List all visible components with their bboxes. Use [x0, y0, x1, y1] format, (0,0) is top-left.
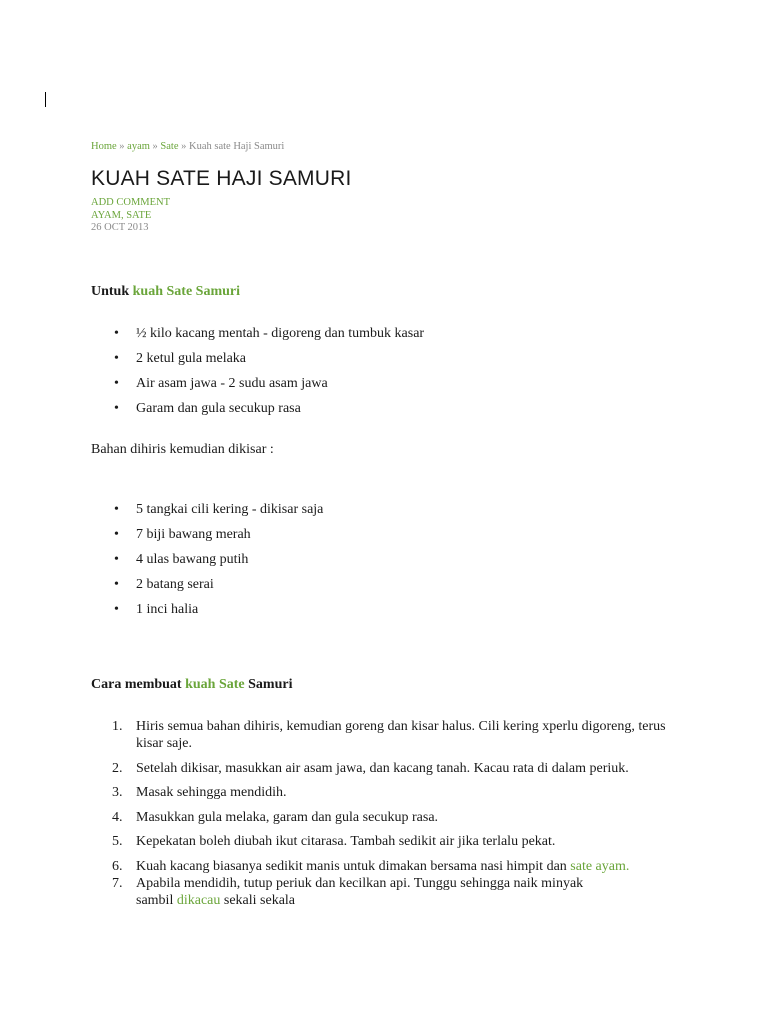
step-number: 6.	[112, 858, 123, 874]
breadcrumb-separator: »	[178, 141, 189, 152]
list-item-text: ½ kilo kacang mentah - digoreng dan tumbuk kasar	[136, 326, 425, 341]
bullet-icon: •	[114, 502, 119, 517]
step-item	[91, 718, 671, 752]
heading-text: Untuk	[91, 284, 133, 299]
ingredient-list	[91, 325, 424, 425]
list-item	[91, 375, 424, 400]
step-text: Masak sehingga mendidih.	[136, 785, 287, 800]
list-item	[91, 325, 424, 350]
step-item	[91, 858, 671, 875]
step-text: sambil	[136, 892, 177, 908]
list-item-text: 2 ketul gula melaka	[136, 351, 247, 366]
step-number: 3.	[112, 785, 123, 800]
bullet-icon: •	[114, 376, 119, 391]
add-comment-link[interactable]: ADD COMMENT	[91, 197, 171, 208]
step-text: Apabila mendidih, tutup periuk dan kecilkan api. Tunggu sehingga naik minyak	[136, 875, 584, 891]
step-item	[91, 809, 671, 826]
list-item-text: 4 ulas bawang putih	[136, 552, 249, 567]
step-text: Kuah kacang biasanya sedikit manis untuk dimakan bersama nasi himpit dan	[136, 858, 571, 874]
bullet-icon: •	[114, 552, 119, 567]
dikacau-link[interactable]: dikacau	[176, 892, 221, 908]
step-number: 2.	[112, 760, 123, 776]
blended-ingredients-intro: Bahan dihiris kemudian dikisar :	[91, 442, 274, 457]
list-item-text: 2 batang serai	[136, 577, 214, 592]
list-item	[91, 551, 323, 576]
list-item-text: 5 tangkai cili kering - dikisar saja	[136, 502, 324, 517]
list-item-text: 1 inci halia	[136, 602, 199, 617]
blended-ingredient-list	[91, 501, 323, 626]
breadcrumb-home-link[interactable]: Home	[91, 141, 117, 152]
step-item	[91, 784, 671, 801]
post-tags-link[interactable]: AYAM, SATE	[91, 209, 152, 221]
list-item	[91, 400, 424, 425]
bullet-icon: •	[114, 577, 119, 592]
step-item	[91, 875, 671, 909]
bullet-icon: •	[114, 527, 119, 542]
step-text: Setelah dikisar, masukkan air asam jawa, dan kacang tanah. Kacau rata di dalam periuk.	[136, 760, 629, 776]
breadcrumb	[91, 141, 284, 152]
list-item	[91, 350, 424, 375]
heading-text: Samuri	[244, 677, 293, 692]
list-item	[91, 601, 323, 626]
kuah-sate-samuri-link[interactable]: kuah Sate Samuri	[132, 284, 240, 299]
list-item-text: 7 biji bawang merah	[136, 527, 251, 542]
step-number: 7.	[112, 875, 123, 891]
kuah-sate-link[interactable]: kuah Sate	[185, 677, 245, 692]
heading-text: Cara membuat	[91, 677, 186, 692]
method-steps	[91, 718, 671, 916]
list-item-text: Garam dan gula secukup rasa	[136, 401, 301, 416]
bullet-icon: •	[114, 351, 119, 366]
breadcrumb-sate-link[interactable]: Sate	[160, 141, 179, 152]
step-text: sekali sekala	[220, 892, 296, 908]
step-number: 5.	[112, 834, 123, 849]
list-item	[91, 501, 323, 526]
bullet-icon: •	[114, 602, 119, 617]
page-title: KUAH SATE HAJI SAMURI	[91, 167, 352, 190]
sate-ayam-link[interactable]: sate ayam.	[570, 858, 630, 874]
step-item	[91, 760, 671, 777]
list-item	[91, 576, 323, 601]
step-number: 1.	[112, 719, 123, 734]
breadcrumb-current: Kuah sate Haji Samuri	[189, 141, 285, 152]
breadcrumb-separator: »	[149, 141, 161, 152]
section-heading-method	[91, 677, 292, 693]
breadcrumb-separator: »	[116, 141, 128, 152]
bullet-icon: •	[114, 326, 119, 341]
bullet-icon: •	[114, 401, 119, 416]
post-meta	[91, 197, 170, 235]
breadcrumb-ayam-link[interactable]: ayam	[127, 141, 150, 152]
step-text: Masukkan gula melaka, garam dan gula secukup rasa.	[136, 809, 439, 825]
text-cursor	[45, 92, 46, 107]
step-text: Kepekatan boleh diubah ikut citarasa. Tambah sedikit air jika terlalu pekat.	[136, 834, 556, 849]
list-item-text: Air asam jawa - 2 sudu asam jawa	[136, 376, 328, 391]
list-item	[91, 526, 323, 551]
section-heading-ingredients	[91, 284, 240, 300]
step-number: 4.	[112, 809, 123, 825]
post-date: 26 OCT 2013	[91, 222, 149, 233]
step-item	[91, 833, 671, 850]
step-text: Hiris semua bahan dihiris, kemudian goreng dan kisar halus. Cili kering xperlu digoreng, terus kisar saje.	[136, 719, 666, 751]
